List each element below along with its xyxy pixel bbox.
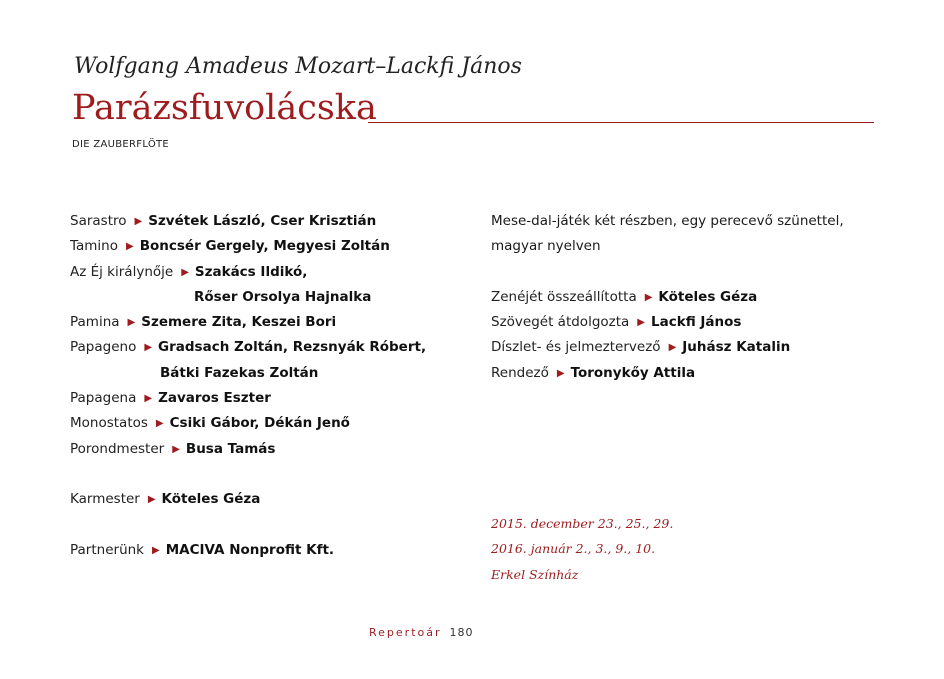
arrow-icon: ▶ bbox=[644, 291, 653, 303]
date-line: 2016. január 2., 3., 9., 10. bbox=[491, 541, 656, 557]
page-number: 180 bbox=[449, 626, 474, 639]
venue-line: Erkel Színház bbox=[491, 566, 579, 582]
credit-name: Köteles Géza bbox=[658, 288, 758, 305]
cast-role: Pamina bbox=[70, 314, 120, 331]
arrow-icon: ▶ bbox=[152, 544, 160, 556]
credit-name: Juhász Katalin bbox=[682, 339, 791, 356]
credit-line bbox=[491, 361, 891, 386]
cast-names: Csiki Gábor, Dékán Jenő bbox=[169, 415, 350, 432]
arrow-icon: ▶ bbox=[556, 367, 565, 379]
spacer bbox=[70, 462, 470, 487]
partner-name: MACIVA Nonprofit Kft. bbox=[165, 541, 335, 558]
partner-line bbox=[70, 538, 470, 563]
production-column bbox=[491, 209, 891, 386]
cast-role: Papageno bbox=[70, 339, 137, 356]
cast-names: Busa Tamás bbox=[185, 440, 276, 457]
page-footer bbox=[369, 626, 474, 639]
performance-dates bbox=[491, 511, 673, 587]
cast-line-continued bbox=[70, 285, 470, 310]
cast-line bbox=[70, 310, 470, 335]
cast-line bbox=[70, 411, 470, 436]
cast-line bbox=[70, 209, 470, 234]
cast-line bbox=[70, 234, 470, 259]
cast-names: Szvétek László, Cser Krisztián bbox=[148, 213, 377, 229]
arrow-icon: ▶ bbox=[172, 443, 180, 455]
arrow-icon: ▶ bbox=[126, 241, 134, 253]
cast-names: Szakács Ildikó, bbox=[194, 263, 308, 280]
arrow-icon: ▶ bbox=[155, 418, 164, 430]
credit-role: Zenéjét összeállította bbox=[491, 288, 637, 305]
cast-role: Papagena bbox=[70, 390, 137, 407]
arrow-icon: ▶ bbox=[144, 393, 153, 405]
arrow-icon: ▶ bbox=[637, 317, 645, 329]
original-title: DIE ZAUBERFLÖTE bbox=[72, 139, 170, 150]
credit-name: Toronykőy Attila bbox=[570, 364, 696, 381]
cast-names: Zavaros Eszter bbox=[158, 390, 271, 407]
cast-names-continued: Rőser Orsolya Hajnalka bbox=[194, 288, 372, 305]
credit-line bbox=[491, 335, 891, 360]
credit-role: Rendező bbox=[491, 364, 549, 381]
cast-role: Monostatos bbox=[70, 415, 148, 432]
date-line: 2015. december 23., 25., 29. bbox=[491, 516, 674, 531]
conductor-role: Karmester bbox=[70, 491, 140, 508]
spacer bbox=[491, 260, 891, 285]
conductor-line bbox=[70, 487, 470, 512]
footer-section: Repertoár bbox=[369, 626, 442, 639]
cast-names: Szemere Zita, Keszei Bori bbox=[141, 314, 337, 331]
cast-role: Porondmester bbox=[70, 440, 165, 457]
cast-role: Sarastro bbox=[70, 213, 127, 229]
credit-line bbox=[491, 285, 891, 310]
cast-line bbox=[70, 437, 470, 462]
credit-name: Lackfi János bbox=[651, 314, 742, 331]
arrow-icon: ▶ bbox=[668, 342, 677, 354]
title-rule bbox=[368, 122, 874, 123]
credit-line bbox=[491, 310, 891, 335]
cast-names-continued: Bátki Fazekas Zoltán bbox=[160, 364, 319, 381]
arrow-icon: ▶ bbox=[144, 342, 153, 354]
description-line: magyar nyelven bbox=[491, 238, 601, 255]
partner-role: Partnerünk bbox=[70, 541, 144, 558]
credit-role: Szövegét átdolgozta bbox=[491, 314, 630, 331]
cast-role: Az Éj királynője bbox=[70, 263, 174, 280]
arrow-icon: ▶ bbox=[147, 494, 156, 506]
credit-role: Díszlet- és jelmeztervező bbox=[491, 339, 661, 356]
cast-line bbox=[70, 386, 470, 411]
cast-names: Boncsér Gergely, Megyesi Zoltán bbox=[139, 238, 390, 255]
arrow-icon: ▶ bbox=[134, 216, 143, 227]
conductor-name: Köteles Géza bbox=[161, 491, 261, 508]
arrow-icon: ▶ bbox=[181, 266, 189, 278]
cast-role: Tamino bbox=[70, 238, 119, 255]
spacer bbox=[70, 513, 470, 538]
page-title: Parázsfuvolácska bbox=[72, 88, 377, 128]
cast-names: Gradsach Zoltán, Rezsnyák Róbert, bbox=[158, 339, 427, 356]
cast-line-continued bbox=[70, 361, 470, 386]
arrow-icon: ▶ bbox=[127, 317, 136, 329]
composer-line: Wolfgang Amadeus Mozart–Lackfi János bbox=[74, 54, 522, 79]
cast-line bbox=[70, 335, 470, 360]
description-line: Mese-dal-játék két részben, egy perecevő szünettel, bbox=[491, 213, 844, 229]
cast-line bbox=[70, 260, 470, 285]
cast-column bbox=[70, 209, 470, 563]
